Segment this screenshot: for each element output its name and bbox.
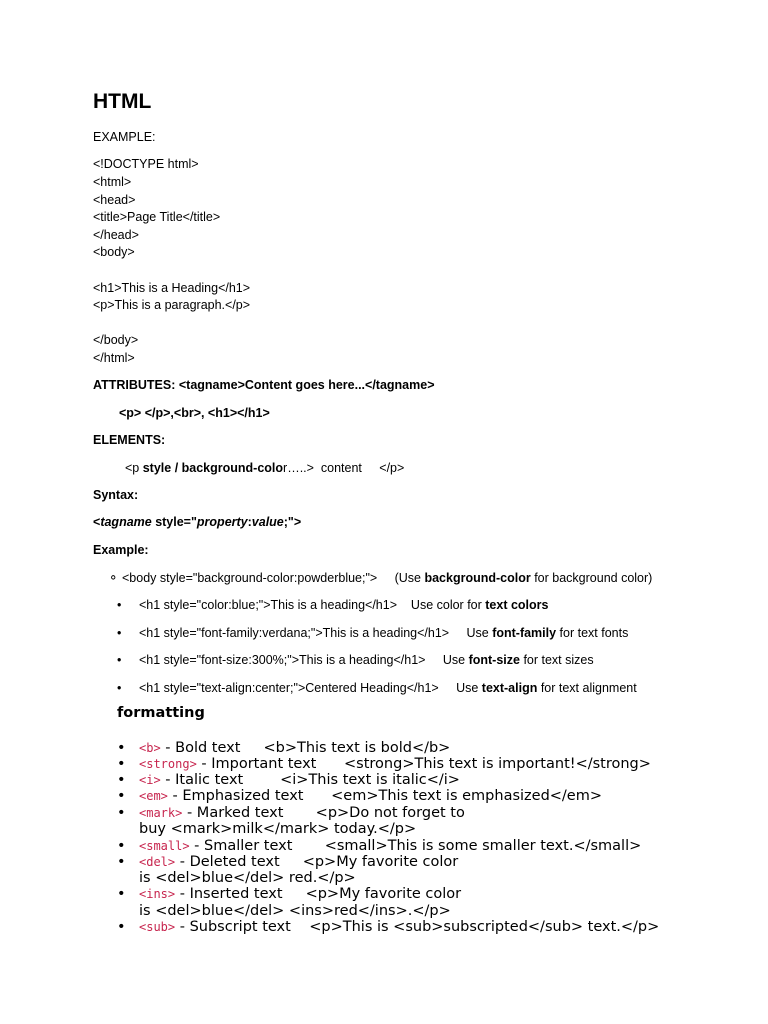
- tag-example: <p>My favorite color: [302, 854, 459, 870]
- list-item-continuation: is <del>blue</del> red.</p>: [139, 870, 356, 886]
- list-item: [117, 756, 651, 772]
- attributes-example: <p> </p>,<br>, <h1></h1>: [119, 406, 270, 420]
- style-note-bold: font-family: [492, 626, 557, 640]
- style-code: <h1 style="font-size:300%;">This is a heading</h1>: [139, 653, 426, 667]
- bullet-icon: ⚬: [108, 571, 119, 585]
- tag-code: <del>: [139, 855, 176, 869]
- tag-desc: - Marked text: [182, 805, 316, 821]
- style-note: Use color for: [410, 598, 486, 612]
- syntax-part: value: [251, 515, 284, 529]
- style-note: (Use: [394, 571, 425, 585]
- tag-code: <ins>: [139, 887, 176, 901]
- tag-desc: - Smaller text: [189, 838, 325, 854]
- tag-code: <em>: [139, 789, 168, 803]
- code-line: <!DOCTYPE html>: [93, 157, 199, 171]
- bullet-icon: •: [117, 919, 126, 935]
- bullet-icon: •: [117, 772, 126, 788]
- bullet-icon: •: [117, 681, 122, 695]
- tag-example: <p>Do not forget to: [315, 805, 465, 821]
- style-code: <h1 style="font-family:verdana;">This is a heading</h1>: [139, 626, 450, 640]
- list-item: [117, 772, 460, 788]
- tag-example: <p>My favorite color: [305, 886, 462, 902]
- tag-example: <p>This is <sub>subscripted</sub> text.</p>: [309, 919, 660, 935]
- bullet-icon: •: [117, 756, 126, 772]
- tag-code: <sub>: [139, 920, 176, 934]
- syntax-part: <: [93, 515, 101, 529]
- list-item-continuation: buy <mark>milk</mark> today.</p>: [139, 821, 417, 837]
- list-item: [117, 919, 659, 935]
- bullet-icon: •: [117, 598, 122, 612]
- tag-desc: - Subscript text: [175, 919, 310, 935]
- list-item: [117, 740, 450, 756]
- tag-desc: - Inserted text: [175, 886, 306, 902]
- bullet-icon: •: [117, 854, 126, 870]
- list-item: [117, 788, 602, 804]
- list-item: [117, 597, 548, 614]
- tag-example: <small>This is some smaller text.</small>: [324, 838, 642, 854]
- tag-example: <i>This text is italic</i>: [280, 772, 460, 788]
- style-note: for text sizes: [519, 653, 594, 667]
- style-note: Use: [456, 681, 482, 695]
- bullet-icon: •: [117, 788, 126, 804]
- bullet-icon: •: [117, 653, 122, 667]
- style-note-bold: font-size: [468, 653, 520, 667]
- tag-code: <small>: [139, 839, 190, 853]
- syntax-part: property: [196, 515, 248, 529]
- syntax-part: :: [247, 515, 252, 529]
- code-line: </body>: [93, 333, 139, 347]
- tag-desc: - Italic text: [160, 772, 281, 788]
- syntax-part: ;">: [283, 515, 302, 529]
- syntax-part: style=": [151, 515, 197, 529]
- tag-desc: - Bold text: [160, 740, 264, 756]
- code-line: </head>: [93, 228, 139, 242]
- elements-label: ELEMENTS:: [93, 433, 166, 447]
- page-title: HTML: [93, 90, 152, 113]
- code-line: <body>: [93, 245, 135, 259]
- syntax-part: tagname: [100, 515, 152, 529]
- elements-line-part: style / background-colo: [142, 461, 284, 475]
- list-item: [117, 805, 465, 821]
- example-label-2: Example:: [93, 543, 149, 557]
- list-item: [117, 652, 594, 669]
- bullet-icon: •: [117, 740, 126, 756]
- style-note: for text fonts: [556, 626, 629, 640]
- style-note-bold: background-color: [424, 571, 531, 585]
- list-item: [117, 854, 458, 870]
- style-code: <body style="background-color:powderblue;">: [122, 571, 378, 585]
- code-line: <h1>This is a Heading</h1>: [93, 281, 251, 295]
- tag-code: <mark>: [139, 806, 183, 820]
- code-line: <p>This is a paragraph.</p>: [93, 298, 251, 312]
- elements-line-part: r…..> content </p>: [283, 461, 405, 475]
- code-line: </html>: [93, 351, 135, 365]
- tag-desc: - Important text: [196, 756, 345, 772]
- syntax-line: [93, 514, 301, 532]
- list-item: [117, 838, 641, 854]
- list-item: [117, 886, 461, 902]
- code-line: <title>Page Title</title>: [93, 210, 221, 224]
- style-note: Use: [442, 653, 469, 667]
- example-label: EXAMPLE:: [93, 130, 156, 144]
- code-line: <head>: [93, 193, 136, 207]
- style-note: Use: [466, 626, 493, 640]
- bullet-icon: •: [117, 805, 126, 821]
- attributes-line: ATTRIBUTES: <tagname>Content goes here...</tagname>: [93, 378, 435, 392]
- tag-example: <strong>This text is important!</strong>: [344, 756, 651, 772]
- formatting-heading: formatting: [117, 705, 205, 721]
- tag-code: <b>: [139, 741, 161, 755]
- bullet-icon: •: [117, 838, 126, 854]
- bullet-icon: •: [117, 886, 126, 902]
- tag-desc: - Emphasized text: [167, 788, 332, 804]
- elements-line: [125, 460, 404, 478]
- style-note: for background color): [530, 571, 653, 585]
- style-note: for text alignment: [537, 681, 637, 695]
- list-item: [117, 680, 637, 697]
- code-line: <html>: [93, 175, 132, 189]
- bullet-icon: •: [117, 626, 122, 640]
- tag-example: <em>This text is emphasized</em>: [331, 788, 603, 804]
- tag-desc: - Deleted text: [175, 854, 303, 870]
- tag-code: <i>: [139, 773, 161, 787]
- list-item-continuation: is <del>blue</del> <ins>red</ins>.</p>: [139, 903, 451, 919]
- list-item: [108, 570, 652, 587]
- tag-example: <b>This text is bold</b>: [263, 740, 451, 756]
- style-code: <h1 style="color:blue;">This is a heading</h1>: [139, 598, 398, 612]
- style-note-bold: text colors: [485, 598, 549, 612]
- style-note-bold: text-align: [481, 681, 538, 695]
- tag-code: <strong>: [139, 757, 197, 771]
- syntax-label: Syntax:: [93, 488, 139, 502]
- style-code: <h1 style="text-align:center;">Centered Heading</h1>: [139, 681, 439, 695]
- elements-line-part: <p: [125, 461, 143, 475]
- list-item: [117, 625, 628, 642]
